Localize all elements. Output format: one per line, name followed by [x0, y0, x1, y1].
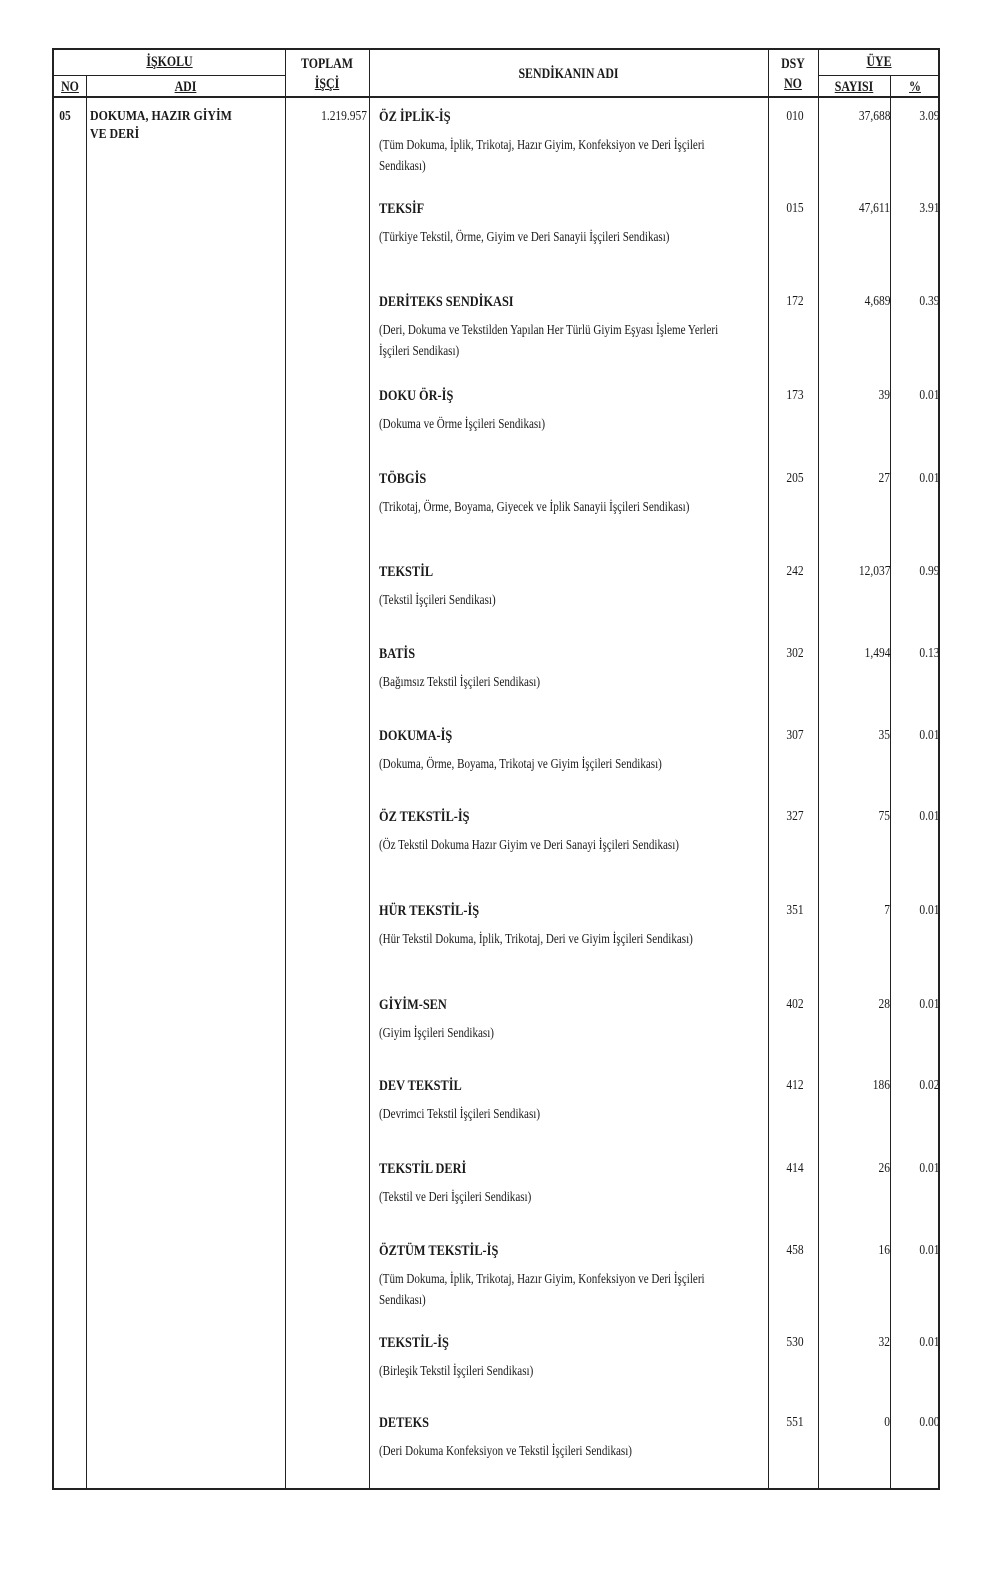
union-dsy-no: 173 [786, 388, 804, 403]
union-name-cell [379, 808, 759, 855]
union-member-pct [892, 387, 939, 405]
union-name: DETEKS [379, 1415, 430, 1431]
union-full-name: (Hür Tekstil Dokuma, İplik, Trikotaj, Deri ve Giyim İşçileri Sendikası) [379, 931, 693, 946]
union-name: DOKU ÖR-İŞ [379, 388, 454, 404]
union-member-pct [892, 1334, 939, 1352]
union-name: HÜR TEKSTİL-İŞ [379, 903, 480, 919]
union-dsy-no: 172 [786, 294, 804, 309]
union-member-pct-text: 0.01 [918, 388, 939, 403]
union-member-pct-text: 0.01 [918, 1243, 939, 1258]
union-member-pct-text: 0.01 [918, 1335, 939, 1350]
union-dsy-no: 242 [786, 564, 804, 579]
union-member-pct [892, 470, 939, 488]
header-iskolu: İŞKOLU [146, 54, 193, 70]
union-name: BATİS [379, 646, 416, 662]
header-dsy-no: NO [784, 76, 802, 92]
union-member-pct [892, 727, 939, 745]
union-name-cell [379, 727, 759, 774]
col-divider-no [86, 75, 87, 1488]
union-membership-table [52, 48, 940, 1490]
col-divider-adi [285, 50, 286, 1488]
union-member-count [820, 645, 890, 663]
union-member-count-text: 28 [878, 997, 890, 1012]
union-name-cell [379, 1077, 759, 1124]
union-member-count [820, 108, 890, 126]
col-divider-toplam [369, 50, 370, 1488]
union-full-name: (Deri Dokuma Konfeksiyon ve Tekstil İşçileri Sendikası) [379, 1443, 632, 1458]
union-name: DERİTEKS SENDİKASI [379, 294, 514, 310]
union-name-cell [379, 1242, 759, 1310]
union-name-cell [379, 387, 759, 434]
header-subdivider-iskolu [54, 75, 285, 76]
union-member-pct-text: 0.99 [918, 564, 939, 579]
union-dsy-no: 551 [786, 1415, 804, 1430]
header-subdivider-uye [818, 75, 940, 76]
union-member-pct [892, 108, 939, 126]
union-member-pct [892, 902, 939, 920]
union-member-count-text: 4,689 [864, 294, 890, 309]
union-member-count-text: 16 [878, 1243, 890, 1258]
union-full-name: (Birleşik Tekstil İşçileri Sendikası) [379, 1363, 534, 1378]
union-dsy-no: 307 [786, 728, 804, 743]
union-name: ÖZ İPLİK-İŞ [379, 109, 451, 125]
sector-name [90, 108, 232, 144]
union-name: GİYİM-SEN [379, 997, 447, 1013]
header-sayisi: SAYISI [834, 79, 874, 95]
union-full-name: (Bağımsız Tekstil İşçileri Sendikası) [379, 674, 541, 689]
sector-name-line2: VE DERİ [90, 127, 140, 142]
union-member-pct-text: 0.00 [918, 1415, 939, 1430]
union-member-count-text: 26 [878, 1161, 890, 1176]
union-member-count [820, 808, 890, 826]
union-member-pct-text: 0.02 [918, 1078, 939, 1093]
union-member-count [820, 293, 890, 311]
header-no: NO [61, 79, 79, 95]
sector-total-workers [285, 108, 367, 126]
union-member-count [820, 727, 890, 745]
header-dsy: DSY [781, 56, 805, 72]
union-member-pct-text: 0.39 [918, 294, 939, 309]
union-name: TEKSİF [379, 201, 425, 217]
union-member-count [820, 470, 890, 488]
union-member-count-text: 27 [878, 471, 890, 486]
union-member-pct-text: 0.01 [918, 903, 939, 918]
sector-total-text: 1.219.957 [321, 109, 367, 124]
union-member-pct [892, 1160, 939, 1178]
union-member-count [820, 1160, 890, 1178]
union-member-count-text: 1,494 [864, 646, 890, 661]
union-member-count-text: 32 [878, 1335, 890, 1350]
col-divider-sayisi [890, 75, 891, 1488]
union-member-pct-text: 3.09 [918, 109, 939, 124]
union-name-cell [379, 200, 759, 247]
union-dsy-no: 530 [786, 1335, 804, 1350]
union-member-count-text: 75 [878, 809, 890, 824]
union-full-name: (Türkiye Tekstil, Örme, Giyim ve Deri Sanayii İşçileri Sendikası) [379, 229, 670, 244]
union-member-pct [892, 200, 939, 218]
union-name-cell [379, 563, 759, 610]
union-member-count [820, 1334, 890, 1352]
union-full-name: (Dokuma, Örme, Boyama, Trikotaj ve Giyim İşçileri Sendikası) [379, 756, 662, 771]
union-dsy-no: 010 [786, 109, 804, 124]
union-full-name: (Tekstil İşçileri Sendikası) [379, 592, 496, 607]
union-member-count [820, 996, 890, 1014]
union-name: ÖZTÜM TEKSTİL-İŞ [379, 1243, 499, 1259]
union-name-cell [379, 996, 759, 1043]
union-name-cell [379, 1160, 759, 1207]
union-member-count-text: 186 [872, 1078, 890, 1093]
union-member-count-text: 47,611 [858, 201, 890, 216]
union-dsy-no: 402 [786, 997, 804, 1012]
union-member-count-text: 39 [878, 388, 890, 403]
header-bottom-line [54, 96, 940, 98]
col-divider-dsy [818, 50, 819, 1488]
union-member-pct [892, 996, 939, 1014]
union-member-pct [892, 645, 939, 663]
union-member-count [820, 387, 890, 405]
sector-no [58, 108, 72, 126]
col-divider-sendika [768, 50, 769, 1488]
union-name: TEKSTİL-İŞ [379, 1335, 449, 1351]
union-member-pct-text: 0.01 [918, 471, 939, 486]
union-dsy-no: 351 [786, 903, 804, 918]
union-dsy-no: 414 [786, 1161, 804, 1176]
union-member-pct [892, 563, 939, 581]
union-name-cell [379, 645, 759, 692]
header-sendika-adi: SENDİKANIN ADI [518, 66, 619, 82]
union-member-count-text: 12,037 [858, 564, 890, 579]
union-member-count [820, 563, 890, 581]
union-full-name: (Dokuma ve Örme İşçileri Sendikası) [379, 416, 546, 431]
union-name: TÖBGİS [379, 471, 427, 487]
header-toplam: TOPLAM [301, 56, 353, 72]
union-dsy-no: 302 [786, 646, 804, 661]
union-name-cell [379, 470, 759, 517]
union-member-count-text: 7 [884, 903, 890, 918]
union-member-count [820, 1242, 890, 1260]
union-member-pct [892, 1414, 939, 1432]
union-name-cell [379, 902, 759, 949]
union-member-count-text: 35 [878, 728, 890, 743]
union-member-count [820, 1414, 890, 1432]
union-name: ÖZ TEKSTİL-İŞ [379, 809, 470, 825]
union-full-name: (Tüm Dokuma, İplik, Trikotaj, Hazır Giyim, Konfeksiyon ve Deri İşçileri Sendikası) [379, 1271, 705, 1307]
union-full-name: (Öz Tekstil Dokuma Hazır Giyim ve Deri Sanayi İşçileri Sendikası) [379, 837, 679, 852]
union-member-pct-text: 3.91 [918, 201, 939, 216]
union-name-cell [379, 1334, 759, 1381]
union-dsy-no: 412 [786, 1078, 804, 1093]
union-full-name: (Giyim İşçileri Sendikası) [379, 1025, 494, 1040]
union-dsy-no: 015 [786, 201, 804, 216]
header-adi: ADI [174, 79, 197, 95]
sector-no-text: 05 [59, 109, 71, 124]
header-isci: İŞÇİ [314, 76, 340, 92]
union-member-pct-text: 0.01 [918, 1161, 939, 1176]
union-member-pct-text: 0.01 [918, 997, 939, 1012]
union-dsy-no: 458 [786, 1243, 804, 1258]
union-member-pct [892, 1242, 939, 1260]
union-full-name: (Deri, Dokuma ve Tekstilden Yapılan Her Türlü Giyim Eşyası İşleme Yerleri İşçileri Sendikası) [379, 322, 719, 358]
header-uye: ÜYE [866, 54, 892, 70]
header-pct: % [909, 79, 921, 95]
union-name: TEKSTİL DERİ [379, 1161, 467, 1177]
sector-name-line1: DOKUMA, HAZIR GİYİM [90, 109, 232, 124]
union-name: DOKUMA-İŞ [379, 728, 453, 744]
union-full-name: (Devrimci Tekstil İşçileri Sendikası) [379, 1106, 541, 1121]
union-member-pct [892, 1077, 939, 1095]
union-name-cell [379, 108, 759, 176]
union-member-count-text: 0 [884, 1415, 890, 1430]
union-member-count [820, 902, 890, 920]
union-name-cell [379, 1414, 759, 1461]
union-member-count-text: 37,688 [858, 109, 890, 124]
union-full-name: (Tekstil ve Deri İşçileri Sendikası) [379, 1189, 532, 1204]
union-name-cell [379, 293, 759, 361]
union-full-name: (Tüm Dokuma, İplik, Trikotaj, Hazır Giyim, Konfeksiyon ve Deri İşçileri Sendikası) [379, 137, 705, 173]
union-member-pct-text: 0.13 [918, 646, 939, 661]
union-member-pct [892, 808, 939, 826]
union-name: DEV TEKSTİL [379, 1078, 462, 1094]
union-member-count [820, 200, 890, 218]
union-member-pct-text: 0.01 [918, 809, 939, 824]
union-member-pct [892, 293, 939, 311]
union-dsy-no: 327 [786, 809, 804, 824]
union-full-name: (Trikotaj, Örme, Boyama, Giyecek ve İplik Sanayii İşçileri Sendikası) [379, 499, 690, 514]
union-dsy-no: 205 [786, 471, 804, 486]
union-name: TEKSTİL [379, 564, 434, 580]
union-member-pct-text: 0.01 [918, 728, 939, 743]
union-member-count [820, 1077, 890, 1095]
